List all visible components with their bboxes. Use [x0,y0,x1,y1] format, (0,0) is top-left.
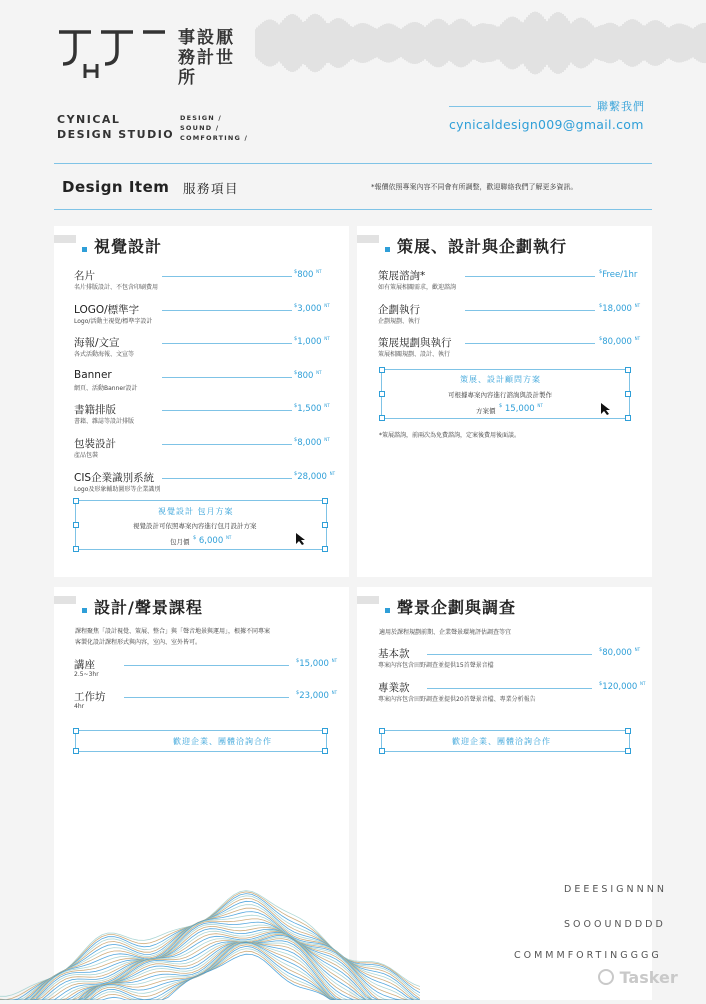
service-item-price [294,269,322,280]
card-tab-accent [82,247,87,252]
currency-symbol: $ [193,535,197,541]
wave-line [0,915,420,1000]
currency-unit: NT [634,302,641,308]
price-value: 15,000 [299,658,329,669]
price-leader-line [162,310,292,311]
currency-unit: NT [331,658,338,663]
currency-unit: NT [634,647,641,652]
price-value: 800 [297,370,314,381]
tagline [180,113,248,143]
selection-handle [322,748,328,754]
tagline-comforting: COMFORTING / [180,134,249,142]
watermark-text: Tasker [619,968,678,987]
currency-unit: NT [316,269,322,274]
wave-art [0,820,420,1000]
plan-price [499,403,543,414]
selection-handle [379,748,385,754]
currency-symbol: $ [599,647,603,653]
currency-unit: NT [324,302,330,308]
footer-word-design: DEEESIGNNNN [564,884,667,895]
selection-handle [379,391,385,397]
selection-handle [322,522,328,528]
service-item-price [294,336,330,347]
selection-handle [322,546,328,552]
title-bar-bottom-line [54,209,652,210]
currency-symbol: $ [294,269,298,275]
service-item-price [599,647,640,658]
plan-price-value: 6,000 [198,535,224,546]
service-item-price [599,681,645,692]
curation-footnote: *策展諮詢，前兩次為免費諮詢，定案後費用後面談。 [379,432,521,439]
price-value: 3,000 [297,303,322,314]
card-tab-marker [54,596,76,604]
currency-unit: NT [331,690,338,695]
currency-symbol: $ [499,403,503,409]
selection-handle [73,522,79,528]
service-item-name: 策展諮詢* [378,270,426,282]
logo-cn-line-1: 事設厭 [178,28,235,48]
service-item-price [294,303,330,314]
price-value: Free/1hr [602,269,638,280]
plan-title: 策展、設計顧問方案 [460,375,541,384]
title-cn: 服務項目 [183,181,240,196]
currency-symbol: $ [294,403,298,410]
selection-handle [379,728,385,734]
price-leader-line [465,310,595,311]
card-title: 策展、設計與企劃執行 [397,237,568,256]
price-leader-line [124,697,289,698]
footer-word-comforting: COMMMFORTINGGGG [514,950,662,961]
currency-unit: NT [225,535,232,540]
studio-name [57,112,174,142]
currency-symbol: $ [599,336,603,342]
price-value: 80,000 [602,647,632,658]
service-item-name: 包裝設計 [74,438,116,450]
title-en: Design Item [62,178,170,196]
price-leader-line [465,343,595,344]
studio-name-line-2: DESIGN STUDIO [57,128,175,141]
quote-notice: *報價依照專案內容不同會有所調整，歡迎聯絡我們了解更多資訊。 [371,183,578,191]
course-intro-line-1: 課程聚焦「設計視覺、策展、整合」與「聲音地景與運用」，根據不同專案 [75,628,271,635]
service-item-price [294,370,322,381]
currency-symbol: $ [599,302,603,309]
selection-handle [322,728,328,734]
currency-symbol: $ [296,658,300,664]
logo-chinese-name [178,28,235,88]
service-item-description: 各式活動海報、文宣等 [74,351,135,359]
card-tab-accent [82,608,87,613]
service-item-name: 海報/文宣 [74,337,120,350]
price-leader-line [465,276,595,277]
price-leader-line [124,665,289,666]
service-item-description: Logo及形象輔助圖形等企業識別 [74,485,161,493]
plan-price-value: 15,000 [504,403,535,414]
selection-handle [625,748,631,754]
price-value: 800 [297,269,314,280]
price-leader-line [162,478,292,479]
card-tab-marker [357,596,379,604]
plan-description: 視覺設計可依照專案內容進行包月設計方案 [133,522,257,530]
logo-mark [57,28,167,80]
service-item-name: 專業款 [378,682,410,694]
currency-unit: NT [329,470,336,476]
tagline-sound: SOUND / [180,124,220,132]
price-leader-line [162,444,292,445]
selection-handle [379,367,385,373]
plan-price [193,535,231,546]
service-item-description: 專案內容包含田野調查並提供20首聲景音檔、專業分析報告 [378,696,536,703]
logo-cn-line-2: 務計世 [178,48,235,68]
price-value: 80,000 [602,336,632,347]
contact-email[interactable]: cynicaldesign009@gmail.com [449,117,644,132]
selection-handle [73,498,79,504]
currency-unit: NT [324,336,330,342]
plan-price-label: 包月價 [170,538,190,546]
service-item-description: 企劃規劃、執行 [378,317,421,325]
course-intro-line-2: 客製化設計課程形式與內容，室內、室外皆可。 [75,639,202,646]
plan-price-label: 方案價 [476,407,496,415]
selection-handle [73,748,79,754]
watermark-icon [598,969,614,985]
service-item-price [296,658,337,669]
price-value: 28,000 [297,471,327,482]
service-item-description: 網頁、活動Banner設計 [74,384,138,392]
currency-symbol: $ [599,269,603,275]
service-item-name: CIS企業識別系統 [74,471,155,484]
price-value: 18,000 [602,303,632,314]
service-item-price [294,437,330,448]
currency-symbol: $ [296,690,300,696]
contact-divider [449,106,591,107]
price-leader-line [427,688,592,689]
selection-handle [625,728,631,734]
service-item-name: 工作坊 [74,691,106,703]
card-tab-accent [385,608,390,613]
selection-handle [73,546,79,552]
header-waveform [255,10,706,76]
plan-title: 視覺設計 包月方案 [158,507,234,516]
card-visual-design [54,226,349,577]
price-value: 120,000 [602,681,638,692]
service-item-description: 4hr [74,703,85,710]
currency-symbol: $ [294,470,298,477]
service-item-price [599,269,637,280]
service-item-price [599,336,640,347]
currency-unit: NT [316,369,322,375]
card-title: 聲景企劃與調查 [397,598,517,617]
service-item-price [294,471,335,482]
currency-symbol: $ [294,437,298,443]
service-item-description: 專案內容包含田野調查並提供15首聲景音檔 [378,662,494,669]
card-title: 設計/聲景課程 [94,598,203,617]
currency-unit: NT [634,336,641,341]
price-leader-line [162,276,292,277]
selection-handle [379,415,385,421]
price-leader-line [162,377,292,378]
price-leader-line [162,343,292,344]
currency-symbol: $ [599,681,603,687]
card-tab-accent [385,247,390,252]
price-value: 8,000 [297,437,322,448]
selection-handle [625,367,631,373]
service-item-name: 講座 [74,659,95,671]
card-title: 視覺設計 [94,237,163,256]
title-bar-top-line [54,163,652,164]
cursor-icon [295,532,307,546]
tagline-design: DESIGN / [180,114,222,122]
currency-symbol: $ [294,336,298,343]
price-value: 23,000 [299,690,329,701]
currency-unit: NT [640,681,646,686]
selection-handle [625,391,631,397]
soundscape-intro: 適用於課程規劃前期、企業聲景環境評估調查等宜 [379,629,512,636]
currency-unit: NT [324,403,330,409]
selection-handle [625,415,631,421]
currency-symbol: $ [294,369,298,376]
service-item-name: Banner [74,368,112,381]
selection-handle [73,728,79,734]
selection-handle [322,498,328,504]
service-item-description: 書籍、雜誌等設計排版 [74,418,135,426]
waveform-bars [255,12,705,75]
service-item-name: 名片 [74,270,95,282]
price-leader-line [162,410,292,411]
service-item-description: 如有策展相關需求，歡迎諮詢 [378,284,457,291]
footer-word-sound: SOOOUNDDDD [564,919,666,930]
price-value: 1,500 [297,404,322,415]
watermark [598,968,678,987]
service-item-name: 策展規劃與執行 [378,337,452,349]
service-item-description: Logo/活動主視覺/標準字設計 [74,317,153,325]
currency-unit: NT [537,403,543,408]
price-value: 1,000 [297,337,322,348]
contact-label: 聯繫我們 [597,100,645,113]
service-item-description: 策展相關規劃、設計、執行 [378,351,451,358]
service-item-name: LOGO/標準字 [74,303,140,316]
currency-unit: NT [324,437,330,442]
card-curation [357,226,652,577]
wave-line [0,898,420,1000]
service-item-name: 基本款 [378,648,410,660]
service-item-description: 名片排版設計、不包含印刷費用 [74,284,159,291]
service-item-name: 書籍排版 [74,404,116,417]
service-item-description: 2.5~3hr [74,671,99,678]
cursor-icon [600,402,612,416]
card-tab-marker [54,235,76,243]
logo-cn-line-3: 所 [178,68,197,88]
course-cta[interactable]: 歡迎企業、團體洽詢合作 [173,737,272,746]
card-tab-marker [357,235,379,243]
currency-symbol: $ [294,302,298,309]
studio-name-line-1: CYNICAL [57,113,121,126]
soundscape-cta[interactable]: 歡迎企業、團體洽詢合作 [452,737,551,746]
service-item-price [599,303,640,314]
plan-description: 可根據專案內容進行諮詢與設計製作 [448,391,552,399]
service-item-price [294,403,330,414]
service-item-name: 企劃執行 [378,303,420,316]
price-leader-line [427,654,592,655]
service-item-price [296,690,337,701]
service-item-description: 產品包裝 [74,452,99,459]
